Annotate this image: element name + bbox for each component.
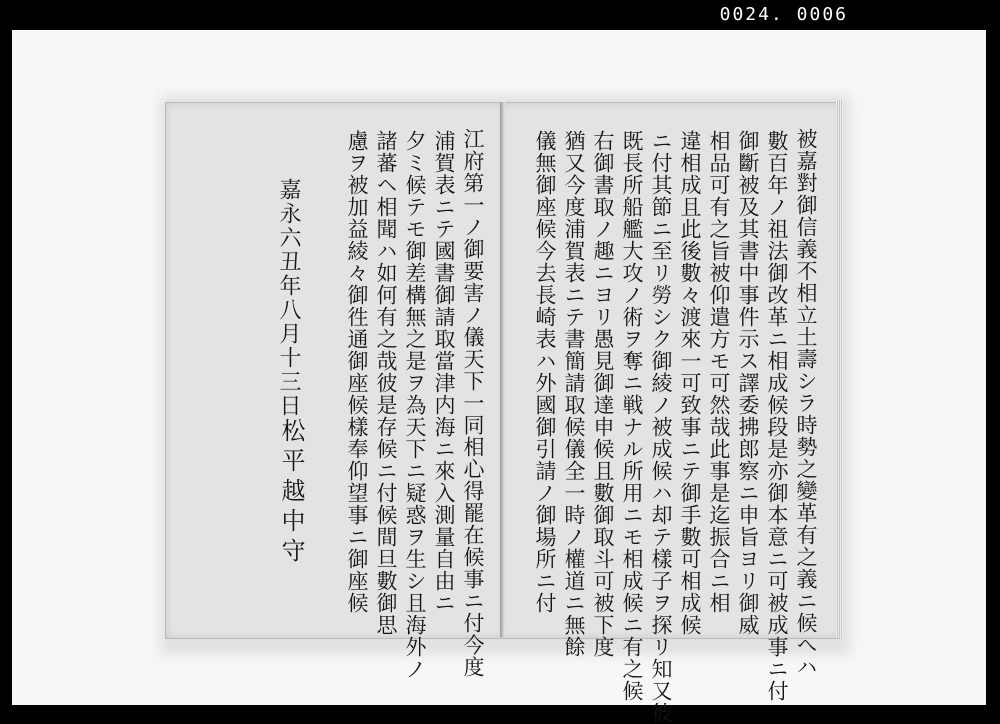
text-column: 儀無御座候今去長崎表ハ外國御引請ノ御場所ニ付 <box>533 130 557 614</box>
text-column: 被嘉對御信義不相立土壽シラ時勢之變革有之義ニ候へハ <box>794 128 818 678</box>
letter-signature: 松平越中守 <box>277 418 305 568</box>
text-column: 既長所船艦大攻ノ術ヲ奪ニ戦ナル所用ニモ相成候ニ有之候 <box>620 130 644 702</box>
text-column: 違相成且此後數々渡來一可致事ニテ御手數可相成候 <box>678 130 702 636</box>
book-gutter <box>500 102 505 637</box>
text-column: 慮ヲ被加益綾々御徃通御座候樣奉仰望事ニ御座候 <box>345 130 369 614</box>
text-column: 右御書取ノ趣ニヨリ愚見御達申候且數御取斗可被下度 <box>591 130 615 658</box>
text-column: 江府第一ノ御要害ノ儀天下一同相心得罷在候事ニ付今度 <box>461 128 485 678</box>
text-column: 夕ミ候テモ御差構無之是ヲ為天下ニ疑惑ヲ生シ且海外ノ <box>403 130 427 680</box>
text-column: 浦賀表ニテ國書御請取當津内海ニ來入測量自由ニ <box>432 130 456 614</box>
text-column: 諸蕃ヘ相聞ハ如何有之哉彼是存候ニ付候間旦數御思 <box>374 130 398 636</box>
text-column: 數百年ノ祖法御改革ニ相成候段是亦御本意ニ可被成事ニ付 <box>765 130 789 702</box>
text-column: 猶又今度浦賀表ニテ書簡請取候儀全一時ノ權道ニ無餘 <box>562 130 586 658</box>
text-column: 相品可有之旨被仰遣方モ可然哉此事是迄振合ニ相 <box>707 130 731 614</box>
text-column: ニ付其節ニ至リ勞シク御綾ノ被成候ハ却テ樣子ヲ探リ知又彼 <box>649 130 673 724</box>
letter-date: 嘉永六丑年八月十三日 <box>276 178 301 418</box>
text-column: 御斷被及其書中事件示ス譯委拂郎察ニ申旨ヨリ御威 <box>736 130 760 636</box>
frame-label: 0024. 0006 <box>719 4 848 25</box>
page-edges <box>836 100 843 638</box>
